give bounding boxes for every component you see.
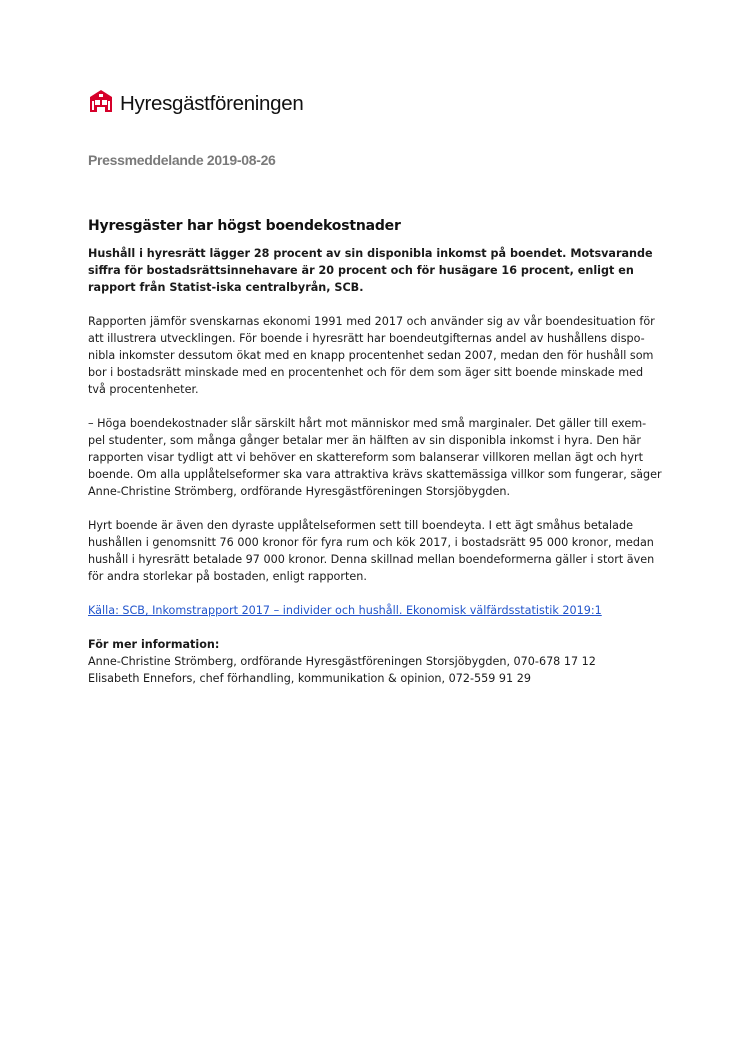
article-paragraph: Rapporten jämför svenskarnas ekonomi 1991 med 2017 och använder sig av vår boendesituation för att illustrera utvecklingen. För boende i hyresrätt har boendeutgifternas andel av hushållens dispo-nibla inkomster dessutom ökat med en knapp procentenhet sedan 2007, medan den för hushåll som bor i bostadsrätt minskade med en procentenhet och för dem som äger sitt boende minskade med två procentenheter. [88, 315, 655, 396]
contact-line: Elisabeth Ennefors, chef förhandling, kommunikation & opinion, 072-559 91 29 [88, 672, 531, 685]
house-logo-icon [88, 88, 114, 119]
logo-text: Hyresgästföreningen [120, 91, 304, 115]
article-paragraph: – Höga boendekostnader slår särskilt hårt mot människor med små marginaler. Det gäller till exem-pel studenter, som många gånger betalar mer än hälften av sin disponibla inkomst i hyra. Den här rapporten visar tydligt att vi behöver en skattereform som balanserar villkoren mellan ägt och hyrt boende. Om alla upplåtelseformer ska vara attraktiva krävs skattemässiga villkor som fungerar, säger Anne-Christine Strömberg, ordförande Hyresgästföreningen Storsjöbygden. [88, 417, 662, 498]
article-headline: Hyresgäster har högst boendekostnader [88, 218, 401, 234]
contact-heading: För mer information: [88, 638, 220, 651]
source-link[interactable]: Källa: SCB, Inkomstrapport 2017 – individer och hushåll. Ekonomisk välfärdsstatistik 2019:1 [88, 604, 602, 617]
contact-info [88, 636, 663, 687]
organization-logo [88, 88, 303, 119]
press-release-date: Pressmeddelande 2019-08-26 [88, 152, 276, 168]
contact-line: Anne-Christine Strömberg, ordförande Hyresgästföreningen Storsjöbygden, 070-678 17 12 [88, 655, 596, 668]
article-body [88, 218, 663, 687]
article-lead: Hushåll i hyresrätt lägger 28 procent av sin disponibla inkomst på boendet. Motsvarande siffra för bostadsrättsinnehavare är 20 procent och för husägare 16 procent, enligt en rapport från Statist-iska centralbyrån, SCB. [88, 247, 653, 294]
article-paragraph: Hyrt boende är även den dyraste upplåtelseformen sett till boendeyta. I ett ägt småhus betalade hushållen i genomsnitt 76 000 kronor för fyra rum och kök 2017, i bostadsrätt 95 000 kronor, medan hushåll i hyresrätt betalade 97 000 kronor. Denna skillnad mellan boendeformerna gäller i stort även för andra storlekar på bostaden, enligt rapporten. [88, 519, 655, 583]
